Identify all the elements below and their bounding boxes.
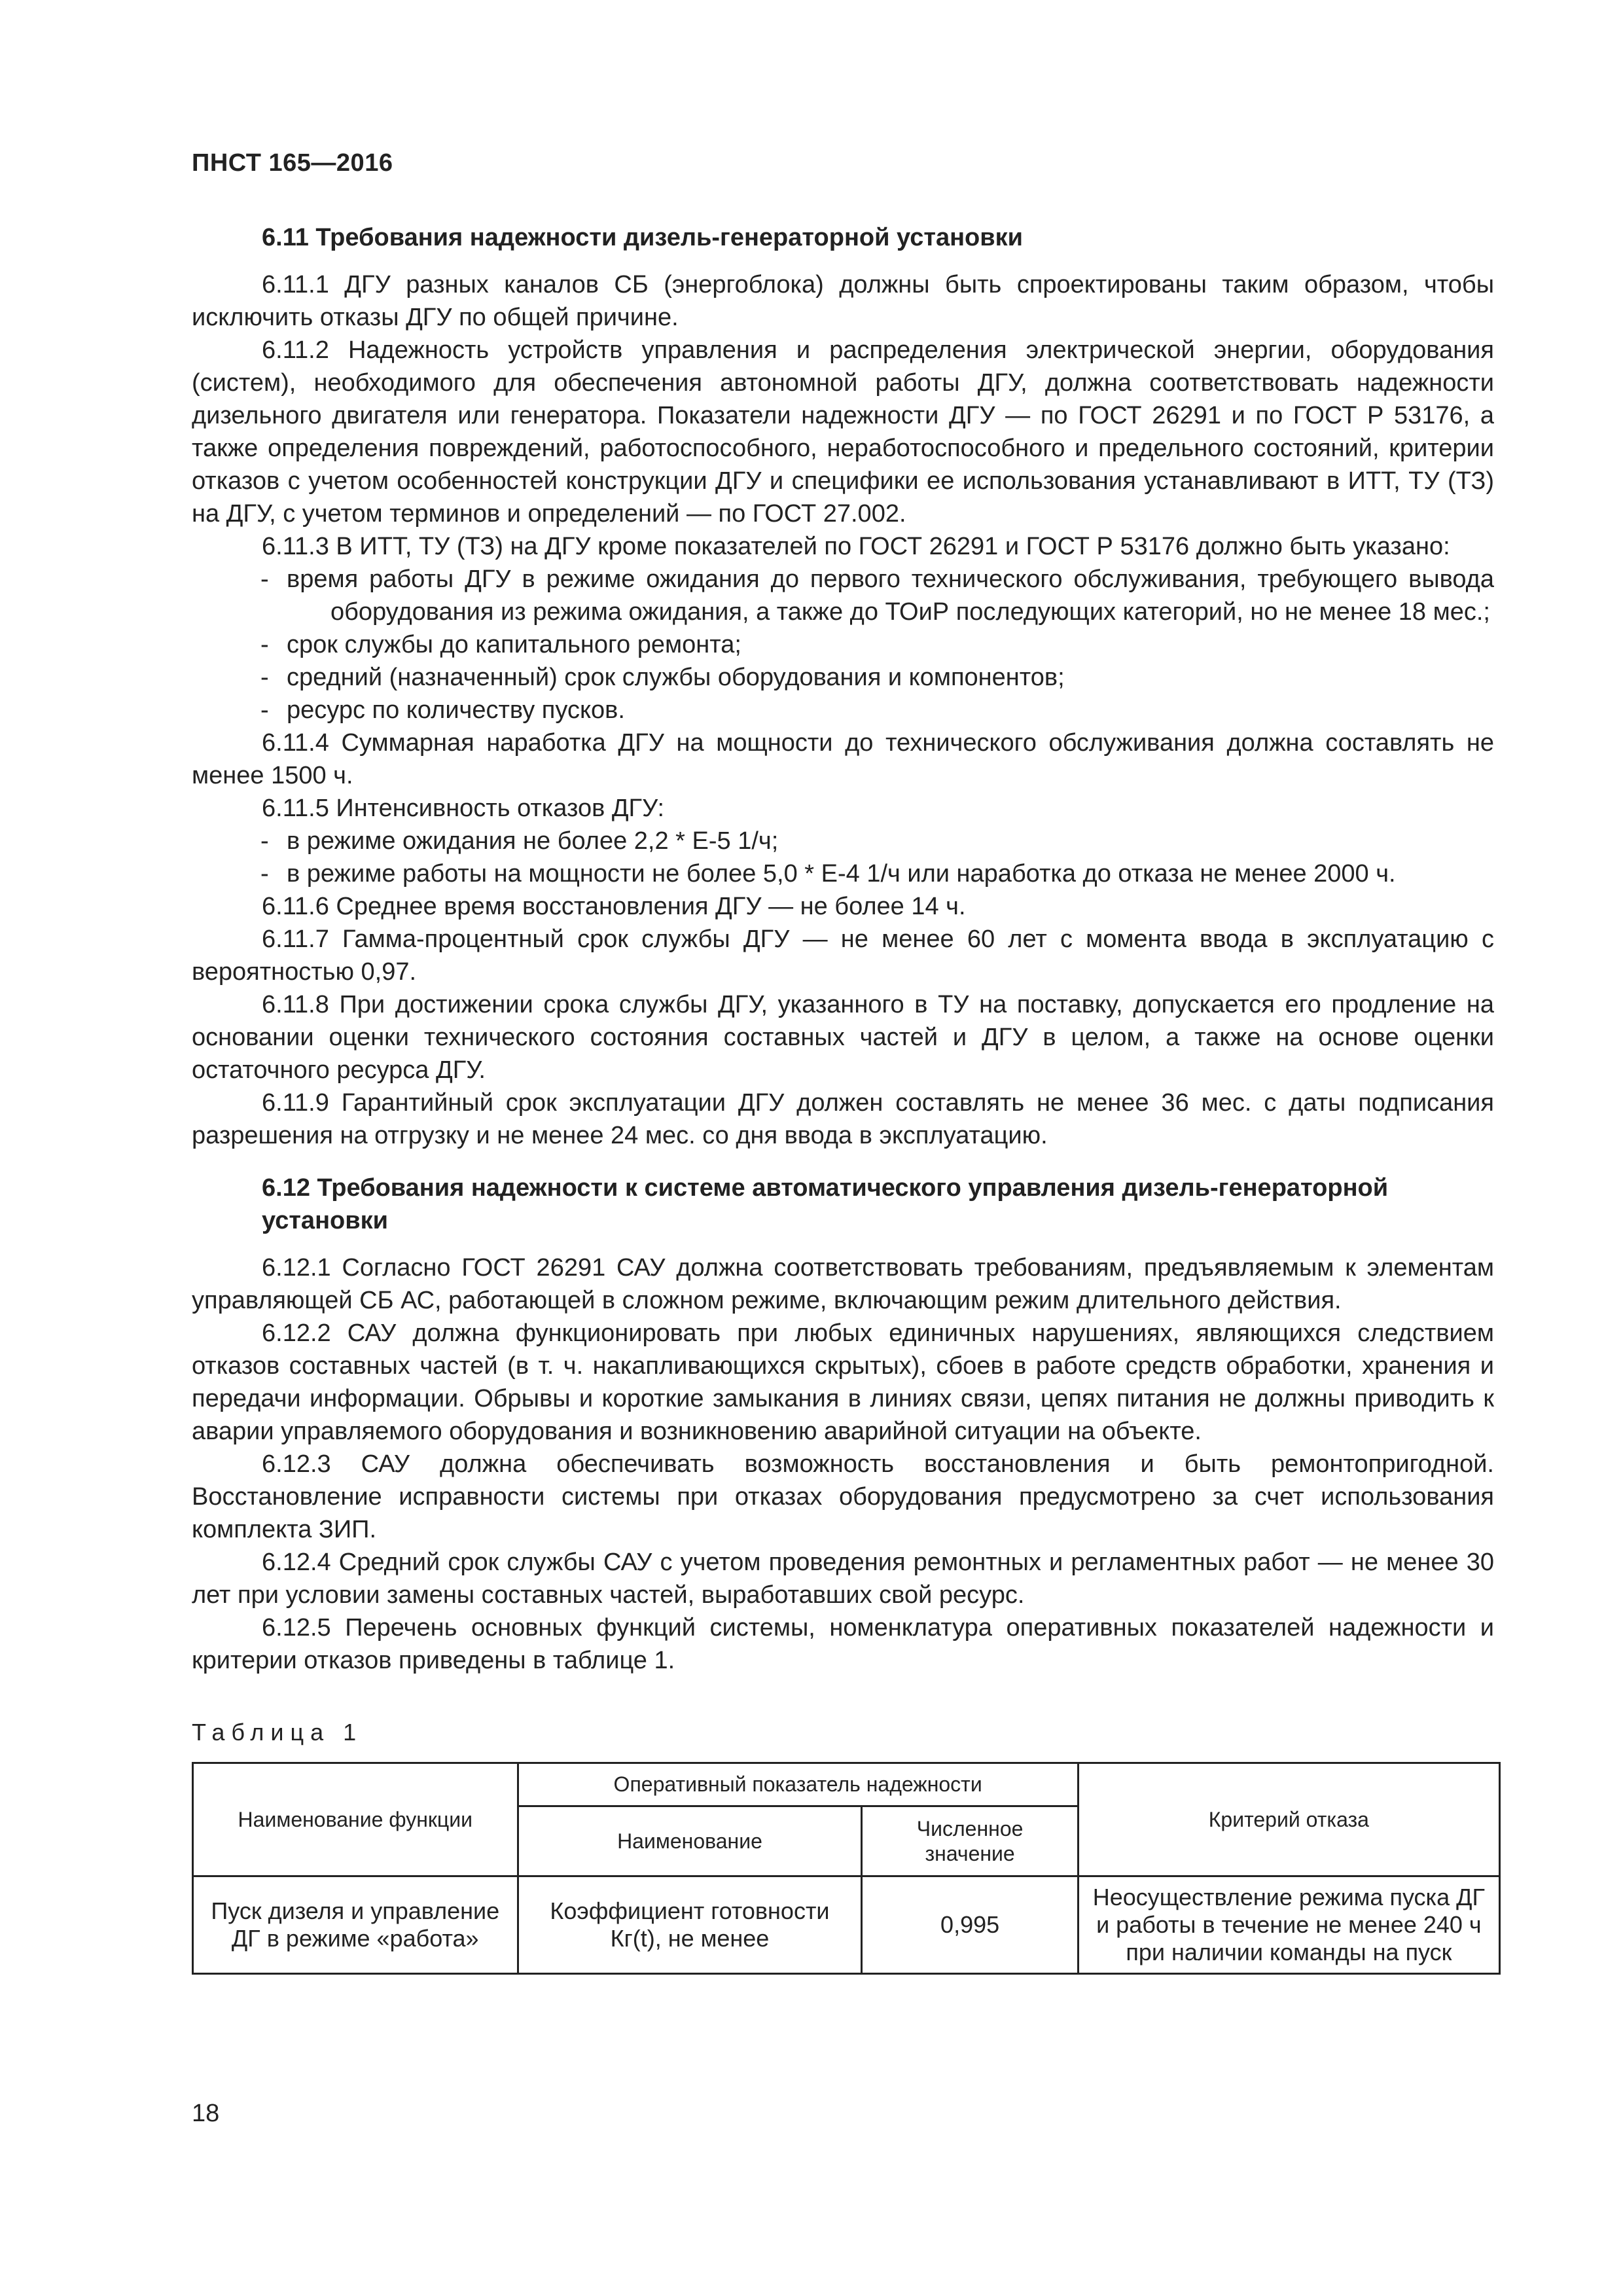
paragraph-6-11-9: 6.11.9 Гарантийный срок эксплуатации ДГУ должен составлять не менее 36 мес. с даты подписания разрешения на отгрузку и не менее 24 мес. со дня ввода в эксплуатацию. xyxy=(192,1089,1494,1149)
list-dash: - xyxy=(260,565,269,593)
list-item xyxy=(262,563,1494,628)
paragraph-6-12-1: 6.12.1 Согласно ГОСТ 26291 САУ должна соответствовать требованиям, предъявляемым к элементам управляющей СБ АС, работающей в сложном режиме, включающим режим длительного действия. xyxy=(192,1254,1494,1314)
list-item xyxy=(262,825,1494,857)
paragraph-6-11-8: 6.11.8 При достижении срока службы ДГУ, указанного в ТУ на поставку, допускается его продление на основании оценки технического состояния составных частей и ДГУ в целом, а также на основе оценки остаточного ресурса ДГУ. xyxy=(192,991,1494,1084)
header-indicator-group: Оперативный показатель надежности xyxy=(518,1763,1078,1806)
section-heading-6-11: 6.11 Требования надежности дизель-генераторной установки xyxy=(262,224,1023,251)
paragraph-6-12-2: 6.12.2 САУ должна функционировать при любых единичных нарушениях, являющихся следствием отказов составных частей (в т. ч. накапливающихся скрытых), сбоев в работе средств обработки, хранения и передачи информации. Обрывы и короткие замыкания в линиях связи, цепях питания не должны приводить к аварии управляемого оборудования и возникновению аварийной ситуации на объекте. xyxy=(192,1319,1494,1445)
paragraph-6-12-5: 6.12.5 Перечень основных функций системы, номенклатура оперативных показателей надежности и критерии отказов приведены в таблице 1. xyxy=(192,1614,1494,1674)
table-caption: Таблица 1 xyxy=(192,1719,363,1746)
list-item-text: ресурс по количеству пусков. xyxy=(287,696,625,724)
section-heading-6-12: 6.12 Требования надежности к системе автоматического управления дизель-генераторной установки xyxy=(262,1174,1389,1234)
list-item-text: средний (назначенный) срок службы оборудования и компонентов; xyxy=(287,664,1065,691)
cell-indicator-value: 0,995 xyxy=(862,1876,1078,1974)
paragraph-6-11-1: 6.11.1 ДГУ разных каналов СБ (энергоблока) должны быть спроектированы таким образом, чтобы исключить отказы ДГУ по общей причине. xyxy=(192,271,1494,331)
reliability-table xyxy=(192,1762,1501,1975)
page-number: 18 xyxy=(192,2100,220,2127)
table-row xyxy=(193,1876,1500,1974)
list-dash: - xyxy=(260,631,269,658)
paragraph-6-11-6: 6.11.6 Среднее время восстановления ДГУ — не более 14 ч. xyxy=(262,893,966,920)
paragraph-6-11-4: 6.11.4 Суммарная наработка ДГУ на мощности до технического обслуживания должна составлять не менее 1500 ч. xyxy=(192,729,1494,789)
list-dash: - xyxy=(260,827,269,855)
document-body xyxy=(192,221,1494,1975)
paragraph-6-11-7: 6.11.7 Гамма-процентный срок службы ДГУ — не менее 60 лет с момента ввода в эксплуатацию с вероятностью 0,97. xyxy=(192,925,1494,986)
cell-criterion: Неосуществление режима пуска ДГ и работы в течение не менее 240 ч при наличии команды на пуск xyxy=(1078,1876,1499,1974)
list-item-text: в режиме ожидания не более 2,2 * Е-5 1/ч; xyxy=(287,827,779,855)
list-item-text: в режиме работы на мощности не более 5,0 * Е-4 1/ч или наработка до отказа не менее 2000 ч. xyxy=(287,860,1396,888)
paragraph-6-12-3: 6.12.3 САУ должна обеспечивать возможность восстановления и быть ремонтопригодной. Восстановление исправности системы при отказах оборудования предусмотрено за счет использования комплекта ЗИП. xyxy=(192,1450,1494,1543)
list-item xyxy=(262,694,1494,726)
list-dash: - xyxy=(260,664,269,691)
header-indicator-name: Наименование xyxy=(518,1806,862,1876)
cell-function: Пуск дизеля и управление ДГ в режиме «работа» xyxy=(193,1876,518,1974)
header-function: Наименование функции xyxy=(193,1763,518,1876)
paragraph-6-11-2: 6.11.2 Надежность устройств управления и распределения электрической энергии, оборудования (систем), необходимого для обеспечения автономной работы ДГУ, должна соответствовать надежности дизельного двигателя или генератора. Показатели надежности ДГУ — по ГОСТ 26291 и по ГОСТ Р 53176, а также определения повреждений, работоспособного, неработоспособного и предельного состояний, критерии отказов с учетом особенностей конструкции ДГУ и специфики ее использования устанавливают в ИТТ, ТУ (ТЗ) на ДГУ, с учетом терминов и определений — по ГОСТ 27.002. xyxy=(192,336,1494,528)
paragraph-6-12-4: 6.12.4 Средний срок службы САУ с учетом проведения ремонтных и регламентных работ — не менее 30 лет при условии замены составных частей, выработавших свой ресурс. xyxy=(192,1549,1494,1609)
list-item-text: время работы ДГУ в режиме ожидания до первого технического обслуживания, требующего вывода оборудования из режима ожидания, а также до ТОиР последующих категорий, но не менее 18 мес.; xyxy=(287,565,1494,626)
table-header-row xyxy=(193,1763,1500,1806)
document-header: ПНСТ 165—2016 xyxy=(192,149,393,177)
list-dash: - xyxy=(260,696,269,724)
cell-indicator-name: Коэффициент готовности Кг(t), не менее xyxy=(518,1876,862,1974)
list-item-text: срок службы до капитального ремонта; xyxy=(287,631,741,658)
paragraph-6-11-3: 6.11.3 В ИТТ, ТУ (ТЗ) на ДГУ кроме показателей по ГОСТ 26291 и ГОСТ Р 53176 должно быть указано: xyxy=(262,533,1450,560)
paragraph-6-11-5: 6.11.5 Интенсивность отказов ДГУ: xyxy=(262,795,664,822)
list-dash: - xyxy=(260,860,269,888)
header-criterion: Критерий отказа xyxy=(1078,1763,1499,1876)
list-item xyxy=(262,628,1494,661)
header-indicator-value: Численное значение xyxy=(862,1806,1078,1876)
list-item xyxy=(262,661,1494,694)
list-item xyxy=(262,857,1494,890)
